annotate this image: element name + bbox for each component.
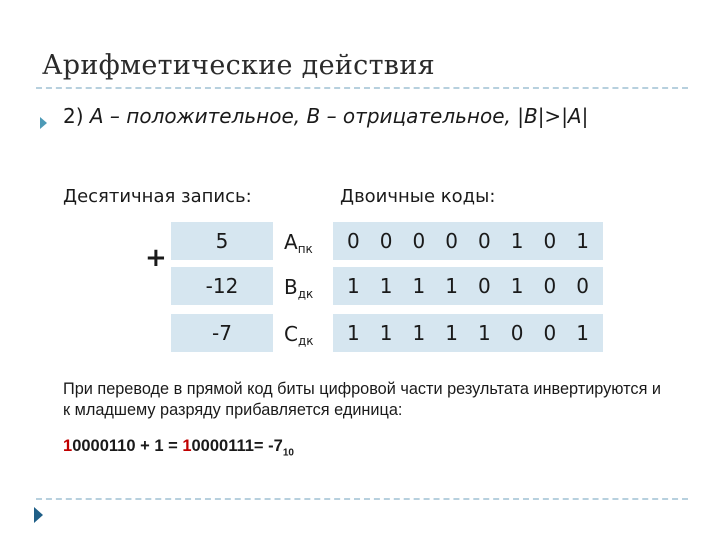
binary-code-a (333, 222, 603, 260)
formula-part-1: 0000110 + 1 = (72, 437, 183, 455)
row-label-b-sub: дк (297, 287, 314, 301)
bit: 1 (445, 274, 458, 298)
row-label-c-letter: C (284, 322, 298, 346)
bullet-condition: A – положительное, B – отрицательное, |B|>|A| (89, 104, 589, 128)
bit: 1 (510, 274, 524, 298)
bit: 0 (379, 229, 393, 253)
bit: 1 (510, 229, 524, 253)
plus-sign: + (145, 243, 167, 273)
decimal-cell-c: -7 (171, 314, 273, 352)
bit: 1 (576, 229, 589, 253)
explanation-paragraph: При переводе в прямой код биты цифровой части результата инвертируются и к младшему разряду прибавляется единица: (63, 380, 662, 419)
bit: 1 (412, 274, 426, 298)
row-label-a (284, 230, 313, 256)
bit: 1 (347, 274, 360, 298)
binary-header: Двоичные коды: (340, 186, 496, 207)
decimal-cell-a: 5 (171, 222, 273, 260)
decimal-cell-b: -12 (171, 267, 273, 305)
row-label-b (284, 275, 313, 301)
binary-code-b (333, 267, 603, 305)
bit: 0 (412, 229, 426, 253)
decimal-header: Десятичная запись: (63, 186, 252, 207)
bit: 0 (576, 274, 589, 298)
row-label-c-sub: дк (297, 334, 314, 348)
bit: 1 (412, 321, 426, 345)
bit: 0 (445, 229, 458, 253)
bit: 0 (478, 274, 491, 298)
bit: 0 (478, 229, 491, 253)
bullet-prefix: 2) (63, 104, 90, 128)
bit: 0 (510, 321, 524, 345)
bullet-text (63, 104, 588, 128)
bit: 0 (543, 274, 557, 298)
result-formula (63, 437, 294, 458)
formula-base-subscript: 10 (282, 447, 294, 459)
row-label-a-letter: A (284, 230, 298, 254)
bit: 1 (347, 321, 360, 345)
footer-arrow-icon (34, 507, 43, 523)
row-label-b-letter: B (284, 275, 298, 299)
bit: 0 (543, 321, 557, 345)
formula-sign-digit-2: 1 (182, 437, 192, 455)
bit: 0 (347, 229, 360, 253)
bit: 1 (379, 321, 393, 345)
formula-part-2: 0000111= -7 (191, 437, 283, 455)
title-divider (36, 87, 688, 89)
bit: 1 (379, 274, 393, 298)
formula-sign-digit-1: 1 (63, 437, 73, 455)
footer-divider (36, 498, 688, 500)
bit: 1 (445, 321, 458, 345)
row-label-c (284, 322, 314, 348)
row-label-a-sub: пк (297, 242, 313, 256)
binary-code-c (333, 314, 603, 352)
bit: 1 (478, 321, 491, 345)
bit: 1 (576, 321, 589, 345)
slide-title: Арифметические действия (42, 50, 435, 81)
bullet-arrow-icon (40, 117, 47, 129)
bit: 0 (543, 229, 557, 253)
